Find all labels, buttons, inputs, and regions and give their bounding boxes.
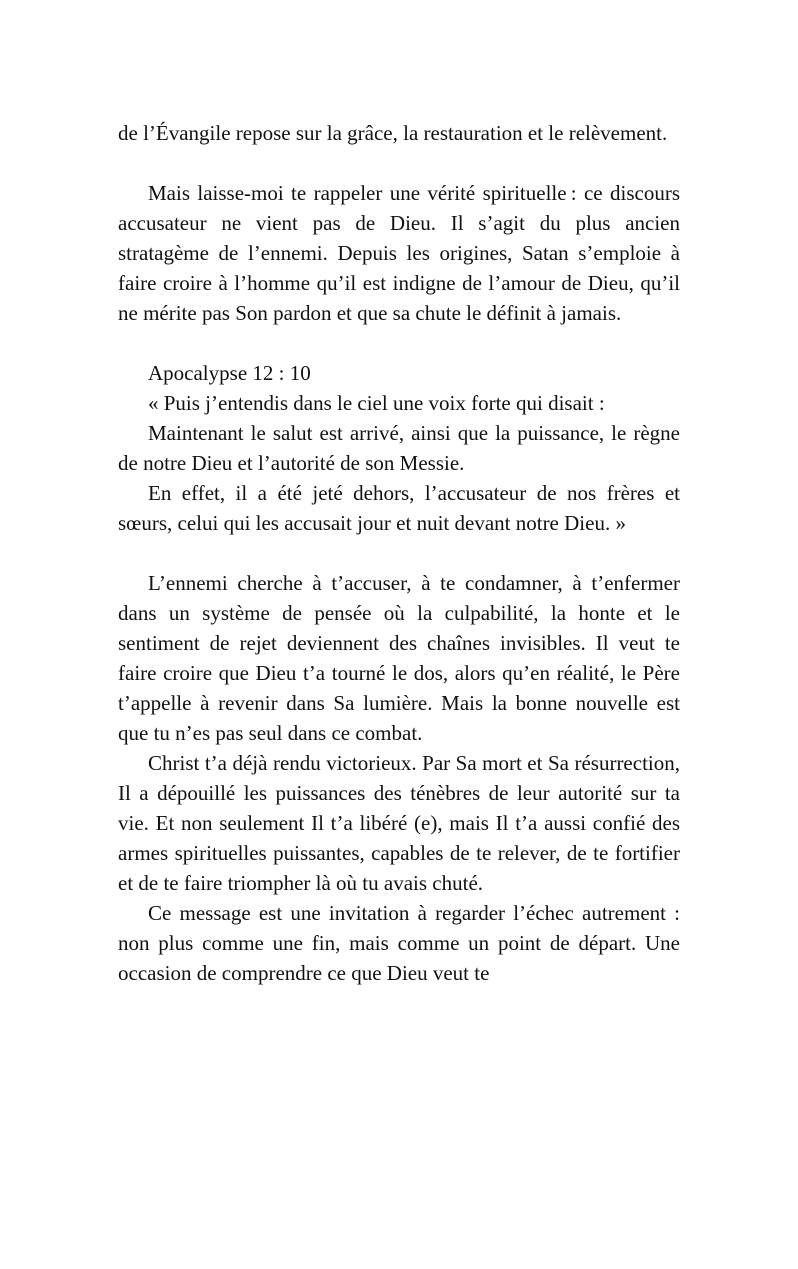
scripture-quote-line-3: En effet, il a été jeté dehors, l’accusateur de nos frères et sœurs, celui qui les accusait jour et nuit devant notre Dieu. »: [118, 481, 680, 535]
scripture-quote-line-2: Maintenant le salut est arrivé, ainsi que la puissance, le règne de notre Dieu et l’autorité de son Messie.: [118, 421, 680, 475]
paragraph-invitation: Ce message est une invitation à regarder l’échec autrement : non plus comme une fin, mais comme un point de départ. Une occasion de comprendre ce que Dieu veut te: [118, 901, 680, 985]
scripture-quote-line-1: « Puis j’entendis dans le ciel une voix forte qui disait :: [148, 391, 605, 415]
paragraph-spiritual-truth: Mais laisse-moi te rappeler une vérité spirituelle : ce discours accusateur ne vient pas de Dieu. Il s’agit du plus ancien stratagème de l’ennemi. Depuis les origines, Satan s’emploie à faire croire à l’homme qu’il est indigne de l’amour de Dieu, qu’il ne mérite pas Son pardon et que sa chute le définit à jamais.: [118, 181, 680, 325]
scripture-reference: Apocalypse 12 : 10: [148, 361, 311, 385]
page-body: [118, 118, 680, 988]
paragraph-christ-victorious: Christ t’a déjà rendu victorieux. Par Sa mort et Sa résurrection, Il a dépouillé les puissances des ténèbres de leur autorité sur ta vie. Et non seulement Il t’a libéré (e), mais Il t’a aussi confié des armes spirituelles puissantes, capables de te relever, de te fortifier et de te faire triompher là où tu avais chuté.: [118, 751, 680, 895]
paragraph-enemy: L’ennemi cherche à t’accuser, à te condamner, à t’enfermer dans un système de pensée où la culpabilité, la honte et le sentiment de rejet deviennent des chaînes invisibles. Il veut te faire croire que Dieu t’a tourné le dos, alors qu’en réalité, le Père t’appelle à revenir dans Sa lumière. Mais la bonne nouvelle est que tu n’es pas seul dans ce combat.: [118, 571, 680, 745]
paragraph-continuation: de l’Évangile repose sur la grâce, la restauration et le relèvement.: [118, 121, 668, 145]
